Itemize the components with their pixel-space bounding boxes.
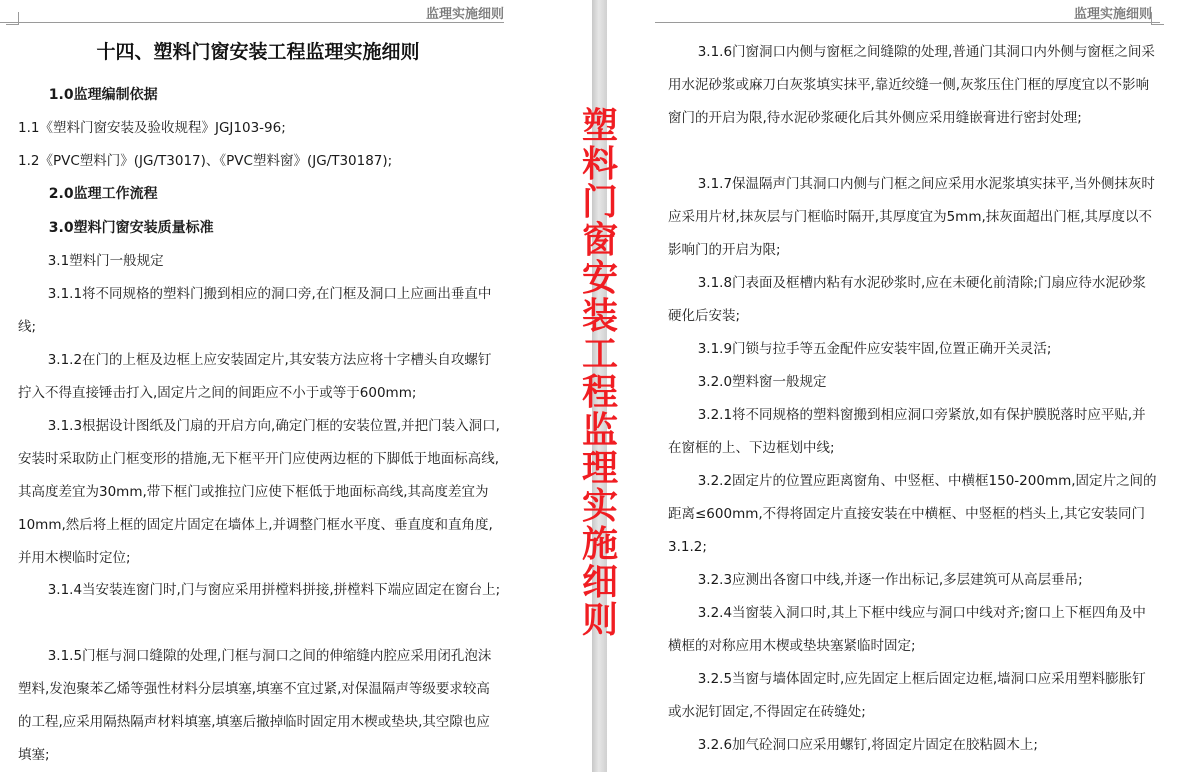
paragraph: 3.1.7保温隔声门其洞口内侧与门框之间应采用水泥浆填实抹平,当外侧抹灰时应采用片材,抹灰层与门框临时隔开,其厚度宜为5mm,抹灰面超出门框,其厚度以不影响门的开启为限; — [668, 176, 1155, 258]
paragraph: 1.2《PVC塑料门》(JG/T3017)、《PVC塑料窗》(JG/T30187); — [18, 153, 393, 169]
paragraph: 3.1.3根据设计图纸及门扇的开启方向,确定门框的安装位置,并把门装入洞口,安装时采取防止门框变形的措施,无下框平开门应使两边框的下脚低于地面标高线,其高度差宜为30mm,带下框门或推拉门应使下框低于地面标高线,其高度差宜为10mm,然后将上框的固定片固定在墙体上,并调整门框水平度、垂直度和直角度,并用木楔临时定位; — [18, 418, 500, 566]
paragraph: 3.1.8门表面及框槽内粘有水泥砂浆时,应在未硬化前清除;门扇应待水泥砂浆硬化后安装; — [668, 275, 1146, 324]
corner-crop-mark — [6, 12, 19, 25]
paragraph: 1.1《塑料门窗安装及验收规程》JGJ103-96; — [18, 120, 286, 136]
document-title: 十四、塑料门窗安装工程监理实施细则 — [96, 41, 420, 63]
overlay-vertical-title: 塑料门窗安装工程监理实施细则 — [581, 106, 618, 641]
paragraph: 3.1塑料门一般规定 — [47, 253, 164, 269]
paragraph: 3.1.4当安装连窗门时,门与窗应采用拼樘料拼接,拼樘料下端应固定在窗台上; — [47, 582, 501, 598]
paragraph: 3.1.9门锁与拉手等五金配件应安装牢固,位置正确开关灵活; — [697, 341, 1052, 357]
section-heading: 3.0塑料门窗安装质量标准 — [48, 220, 214, 236]
paragraph: 3.1.6门窗洞口内侧与窗框之间缝隙的处理,普通门其洞口内外侧与窗框之间采用水泥砂浆或麻刀白灰浆填实抹平,靠近绞缝一侧,灰浆压住门框的厚度宜以不影响窗门的开启为限,待水泥砂浆硬化后其外侧应采用缝嵌膏进行密封处理; — [668, 44, 1155, 126]
section-heading: 2.0监理工作流程 — [48, 186, 158, 202]
paragraph: 3.1.1将不同规格的塑料门搬到相应的洞口旁,在门框及洞口上应画出垂直中线; — [18, 286, 492, 335]
running-header: 监理实施细则 — [1073, 7, 1152, 22]
paragraph: 3.2.0塑料窗一般规定 — [697, 374, 827, 390]
header-rule — [655, 22, 1160, 23]
paragraph: 3.2.4当窗装入洞口时,其上下框中线应与洞口中线对齐;窗口上下框四角及中横框的对称应用木楔或垫块塞紧临时固定; — [668, 605, 1146, 654]
right-page — [607, 0, 1183, 772]
paragraph: 3.2.3应测出各窗口中线,并逐一作出标记,多层建筑可从高层垂吊; — [697, 572, 1083, 588]
paragraph: 3.2.2固定片的位置应距离窗角、中竖框、中横框150-200mm,固定片之间的距离≤600mm,不得将固定片直接安装在中横框、中竖框的档头上,其它安装同门3.1.2; — [668, 473, 1157, 555]
paragraph: 3.1.2在门的上框及边框上应安装固定片,其安装方法应将十字槽头自攻螺钉拧入不得直接锤击打入,固定片之间的间距应不小于或等于600mm; — [18, 352, 492, 401]
running-header: 监理实施细则 — [425, 7, 504, 22]
paragraph: 3.1.5门框与洞口缝隙的处理,门框与洞口之间的伸缩缝内腔应采用闭孔泡沫塑料,发泡聚苯乙烯等强性材料分层填塞,填塞不宜过紧,对保温隔声等级要求较高的工程,应采用隔热隔声材料填塞,填塞后撤掉临时固定用木楔或垫块,其空隙也应填塞; — [18, 648, 492, 763]
paragraph: 3.2.1将不同规格的塑料窗搬到相应洞口旁紧放,如有保护膜脱落时应平贴,并在窗框的上、下边框划中线; — [668, 407, 1146, 456]
paragraph: 3.2.5当窗与墙体固定时,应先固定上框后固定边框,墙洞口应采用塑料膨胀钉或水泥钉固定,不得固定在砖缝处; — [668, 671, 1146, 720]
section-heading: 1.0监理编制依据 — [48, 87, 158, 103]
corner-crop-mark — [1151, 12, 1164, 25]
paragraph: 3.2.6加气砼洞口应采用螺钉,将固定片固定在胶粘圆木上; — [697, 737, 1038, 753]
header-rule — [0, 22, 504, 23]
